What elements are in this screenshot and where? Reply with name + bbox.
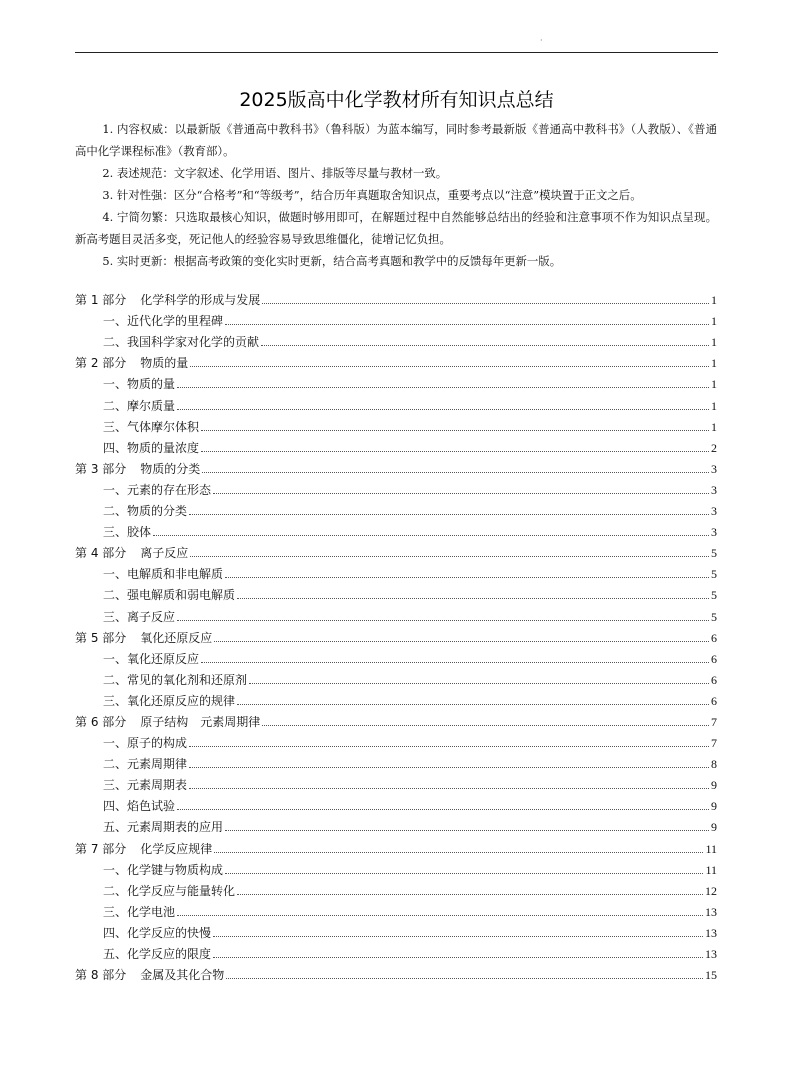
toc-part-entry[interactable]: [75, 835, 717, 856]
toc-section-entry[interactable]: [75, 688, 717, 709]
toc-dot-leader: [261, 344, 709, 346]
toc-page-number: 13: [705, 947, 717, 961]
toc-part-number: 第 7 部分: [75, 841, 127, 856]
toc-page-number: 15: [705, 968, 717, 983]
toc-section-entry[interactable]: [75, 561, 717, 582]
toc-part-number: 第 4 部分: [75, 546, 127, 561]
toc-dot-leader: [237, 703, 709, 705]
toc-entry-label: 三、氧化还原反应的规律: [103, 693, 236, 708]
toc-section-entry[interactable]: [75, 392, 717, 413]
toc-dot-leader: [226, 977, 703, 979]
toc-page-number: 1: [711, 377, 717, 392]
toc-dot-leader: [213, 935, 703, 937]
toc-dot-leader: [202, 471, 709, 473]
toc-section-entry[interactable]: [75, 646, 717, 667]
toc-entry-label: 三、胶体: [103, 525, 152, 540]
toc-entry-label: 五、化学反应的限度: [103, 947, 212, 961]
toc-section-entry[interactable]: [75, 667, 717, 688]
toc-section-entry[interactable]: [75, 941, 717, 962]
toc-section-entry[interactable]: [75, 751, 717, 772]
toc-page-number: 12: [705, 883, 717, 898]
toc-dot-leader: [225, 872, 703, 874]
toc-part-number: 第 5 部分: [75, 630, 127, 645]
toc-dot-leader: [177, 808, 709, 810]
toc-section-entry[interactable]: [75, 603, 717, 624]
toc-section-entry[interactable]: [75, 498, 717, 519]
toc-entry-label: 一、电解质和非电解质: [103, 567, 224, 582]
toc-entry-label: 三、元素周期表: [103, 778, 188, 793]
toc-page-number: 9: [711, 778, 717, 793]
toc-part-entry[interactable]: [75, 287, 717, 308]
toc-entry-label: 一、原子的构成: [103, 736, 188, 751]
toc-entry-label: [75, 631, 212, 646]
toc-page-number: 3: [711, 461, 717, 476]
toc-page-number: 9: [711, 820, 717, 835]
toc-page-number: 1: [711, 314, 717, 329]
toc-entry-label: 四、物质的量浓度: [103, 440, 200, 455]
toc-entry-label: 二、化学反应与能量转化: [103, 883, 236, 898]
toc-entry-label: 二、常见的氧化剂和还原剂: [103, 672, 248, 687]
toc-entry-label: 一、化学键与物质构成: [103, 862, 224, 877]
toc-page-number: 5: [711, 546, 717, 561]
toc-dot-leader: [262, 302, 709, 304]
toc-section-entry[interactable]: [75, 730, 717, 751]
toc-page-number: 13: [705, 904, 717, 919]
toc-dot-leader: [201, 429, 709, 431]
toc-entry-label: [75, 968, 224, 983]
toc-page-number: 7: [711, 714, 717, 729]
toc-section-entry[interactable]: [75, 793, 717, 814]
toc-dot-leader: [237, 597, 709, 599]
toc-page-number: 1: [711, 419, 717, 434]
toc-entry-label: 二、我国科学家对化学的贡献: [103, 335, 260, 350]
toc-part-title: 离子反应: [140, 546, 189, 561]
toc-page-number: 1: [711, 293, 717, 308]
toc-dot-leader: [189, 513, 709, 515]
toc-part-title: 物质的分类: [140, 461, 201, 476]
toc-entry-label: 五、元素周期表的应用: [103, 820, 224, 835]
toc-entry-label: 一、元素的存在形态: [103, 482, 212, 497]
header-rule: [75, 52, 718, 53]
toc-section-entry[interactable]: [75, 308, 717, 329]
intro-paragraph: 3. 针对性强：区分“合格考”和“等级考”，结合历年真题取舍知识点，重要考点以“注意”模块置于正文之后。: [102, 188, 642, 202]
toc-entry-label: 三、离子反应: [103, 609, 176, 624]
toc-part-number: 第 6 部分: [75, 714, 127, 729]
intro-paragraph: 1. 内容权威：以最新版《普通高中教科书》（鲁科版）为蓝本编写，同时参考最新版《普通高中教科书》（人教版）、《普通高中化学课程标准》（教育部）。: [75, 122, 717, 158]
intro-section: [75, 118, 717, 272]
toc-section-entry[interactable]: [75, 899, 717, 920]
toc-entry-label: 二、摩尔质量: [103, 398, 176, 413]
toc-page-number: 6: [711, 651, 717, 666]
toc-section-entry[interactable]: [75, 920, 717, 941]
toc-dot-leader: [213, 492, 709, 494]
toc-page-number: 3: [711, 504, 717, 519]
toc-entry-label: [75, 356, 188, 371]
toc-dot-leader: [225, 323, 709, 325]
toc-section-entry[interactable]: [75, 772, 717, 793]
toc-dot-leader: [225, 576, 709, 578]
toc-dot-leader: [189, 766, 709, 768]
toc-dot-leader: [201, 450, 709, 452]
intro-paragraph: 4. 宁简勿繁：只选取最核心知识，做题时够用即可，在解题过程中自然能够总结出的经验和注意事项不作为知识点呈现。新高考题目灵活多变，死记他人的经验容易导致思维僵化，徒增记忆负担。: [75, 210, 717, 246]
toc-page-number: 6: [711, 630, 717, 645]
toc-dot-leader: [237, 893, 703, 895]
toc-section-entry[interactable]: [75, 519, 717, 540]
header-mark: ·: [540, 36, 543, 45]
toc-part-title: 金属及其化合物: [140, 968, 225, 983]
toc-part-number: 第 1 部分: [75, 293, 127, 308]
toc-part-title: 物质的量: [140, 356, 189, 371]
toc-part-entry[interactable]: [75, 709, 717, 730]
toc-page-number: 1: [711, 356, 717, 371]
intro-paragraph: 2. 表述规范：文字叙述、化学用语、图片、排版等尽量与教材一致。: [102, 166, 448, 180]
toc-dot-leader: [214, 851, 703, 853]
toc-part-number: 第 8 部分: [75, 968, 127, 983]
intro-paragraph: 5. 实时更新：根据高考政策的变化实时更新，结合高考真题和教学中的反馈每年更新一版。: [102, 254, 562, 268]
toc-part-title: 原子结构 元素周期律: [140, 714, 261, 729]
toc-entry-label: 二、物质的分类: [103, 504, 188, 519]
toc-entry-label: 三、气体摩尔体积: [103, 419, 200, 434]
toc-page-number: 6: [711, 693, 717, 708]
toc-entry-label: [75, 715, 260, 730]
toc-dot-leader: [262, 724, 709, 726]
document-title: 2025版高中化学教材所有知识点总结: [239, 89, 554, 111]
toc-part-entry[interactable]: [75, 540, 717, 561]
toc-part-title: 化学科学的形成与发展: [140, 293, 261, 308]
toc-dot-leader: [177, 619, 709, 621]
toc-entry-label: [75, 462, 200, 477]
toc-page-number: 11: [705, 862, 717, 877]
toc-section-entry[interactable]: [75, 814, 717, 835]
toc-section-entry[interactable]: [75, 857, 717, 878]
toc-entry-label: 二、元素周期律: [103, 757, 188, 772]
toc-section-entry[interactable]: [75, 582, 717, 603]
toc-entry-label: [75, 293, 260, 308]
toc-page-number: 5: [711, 567, 717, 582]
toc-section-entry[interactable]: [75, 477, 717, 498]
toc-entry-label: 四、化学反应的快慢: [103, 925, 212, 940]
toc-section-entry[interactable]: [75, 329, 717, 350]
toc-page-number: 5: [711, 588, 717, 603]
toc-entry-label: 一、氧化还原反应: [103, 651, 200, 666]
toc-part-number: 第 3 部分: [75, 461, 127, 476]
toc-dot-leader: [177, 408, 709, 410]
toc-section-entry[interactable]: [75, 878, 717, 899]
toc-section-entry[interactable]: [75, 414, 717, 435]
toc-part-entry[interactable]: [75, 962, 717, 983]
toc-entry-label: 一、物质的量: [103, 377, 176, 392]
table-of-contents: [75, 287, 717, 983]
toc-dot-leader: [201, 661, 709, 663]
toc-dot-leader: [189, 745, 709, 747]
toc-entry-label: 一、近代化学的里程碑: [103, 314, 224, 329]
toc-page-number: 13: [705, 925, 717, 940]
toc-page-number: 3: [711, 525, 717, 540]
toc-page-number: 7: [711, 736, 717, 751]
toc-page-number: 9: [711, 799, 717, 814]
toc-part-title: 化学反应规律: [140, 841, 213, 856]
toc-part-number: 第 2 部分: [75, 356, 127, 371]
toc-part-entry[interactable]: [75, 625, 717, 646]
toc-dot-leader: [177, 386, 709, 388]
toc-dot-leader: [214, 640, 709, 642]
toc-page-number: 8: [711, 757, 717, 772]
toc-dot-leader: [190, 365, 709, 367]
toc-part-entry[interactable]: [75, 456, 717, 477]
toc-entry-label: 三、化学电池: [103, 904, 176, 919]
toc-dot-leader: [213, 956, 703, 958]
toc-page-number: 2: [711, 440, 717, 455]
toc-entry-label: 二、强电解质和弱电解质: [103, 588, 236, 603]
toc-dot-leader: [249, 682, 709, 684]
toc-dot-leader: [177, 914, 703, 916]
toc-part-entry[interactable]: [75, 350, 717, 371]
toc-page-number: 6: [711, 672, 717, 687]
toc-page-number: 1: [711, 398, 717, 413]
toc-page-number: 5: [711, 609, 717, 624]
toc-dot-leader: [190, 555, 709, 557]
toc-entry-label: 四、焰色试验: [103, 799, 176, 814]
toc-dot-leader: [225, 829, 709, 831]
toc-page-number: 11: [705, 841, 717, 856]
toc-part-title: 氧化还原反应: [140, 630, 213, 645]
toc-page-number: 1: [711, 335, 717, 350]
toc-entry-label: [75, 842, 212, 857]
toc-page-number: 3: [711, 482, 717, 497]
toc-section-entry[interactable]: [75, 371, 717, 392]
toc-entry-label: [75, 546, 188, 561]
toc-dot-leader: [189, 787, 709, 789]
toc-section-entry[interactable]: [75, 435, 717, 456]
toc-dot-leader: [153, 534, 709, 536]
